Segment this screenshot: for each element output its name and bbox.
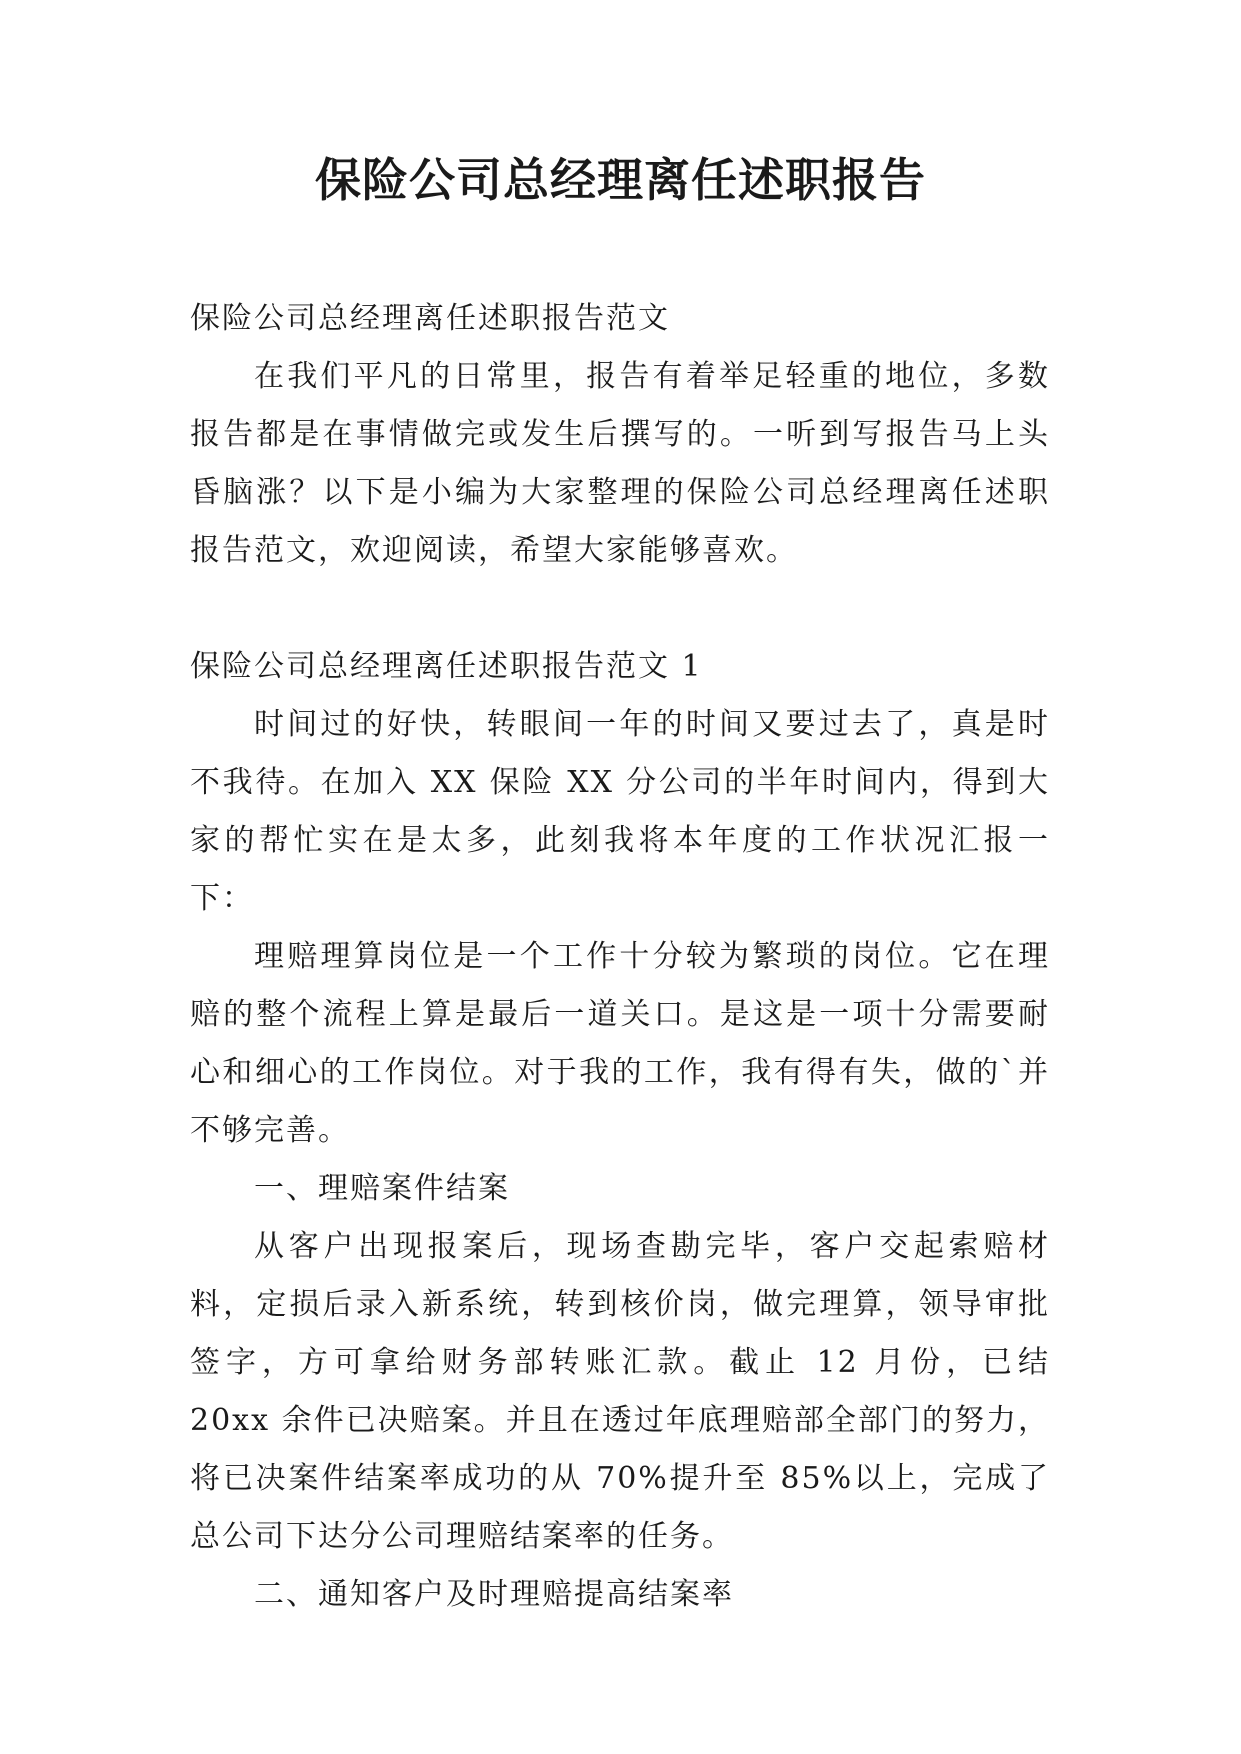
body-paragraph-2: 理赔理算岗位是一个工作十分较为繁琐的岗位。它在理赔的整个流程上算是最后一道关口。是这是一项十分需要耐心和细心的工作岗位。对于我的工作，我有得有失，做的`并不够完善。 bbox=[190, 939, 1050, 1148]
section-heading: 保险公司总经理离任述职报告范文 1 bbox=[190, 649, 703, 684]
document-body bbox=[190, 290, 1050, 1624]
subheading-2: 二、通知客户及时理赔提高结案率 bbox=[254, 1577, 734, 1612]
subheading-1: 一、理赔案件结案 bbox=[254, 1171, 510, 1206]
intro-paragraph: 在我们平凡的日常里，报告有着举足轻重的地位，多数报告都是在事情做完或发生后撰写的。一听到写报告马上头昏脑涨？以下是小编为大家整理的保险公司总经理离任述职报告范文，欢迎阅读，希望大家能够喜欢。 bbox=[190, 359, 1050, 568]
document-title: 保险公司总经理离任述职报告 bbox=[315, 153, 926, 207]
paragraph-gap bbox=[190, 580, 1050, 638]
body-paragraph-1: 时间过的好快，转眼间一年的时间又要过去了，真是时不我待。在加入 XX 保险 XX 分公司的半年时间内，得到大家的帮忙实在是太多，此刻我将本年度的工作状况汇报一下： bbox=[190, 707, 1050, 916]
body-paragraph-3: 从客户出现报案后，现场查勘完毕，客户交起索赔材料，定损后录入新系统，转到核价岗，做完理算，领导审批签字，方可拿给财务部转账汇款。截止 12 月份，已结 20xx 余件已决赔案。并且在透过年底理赔部全部门的努力，将已决案件结案率成功的从 70%提升至 85%以上，完成了总公司下达分公司理赔结案率的任务。 bbox=[190, 1229, 1050, 1554]
document-subtitle: 保险公司总经理离任述职报告范文 bbox=[190, 301, 670, 336]
